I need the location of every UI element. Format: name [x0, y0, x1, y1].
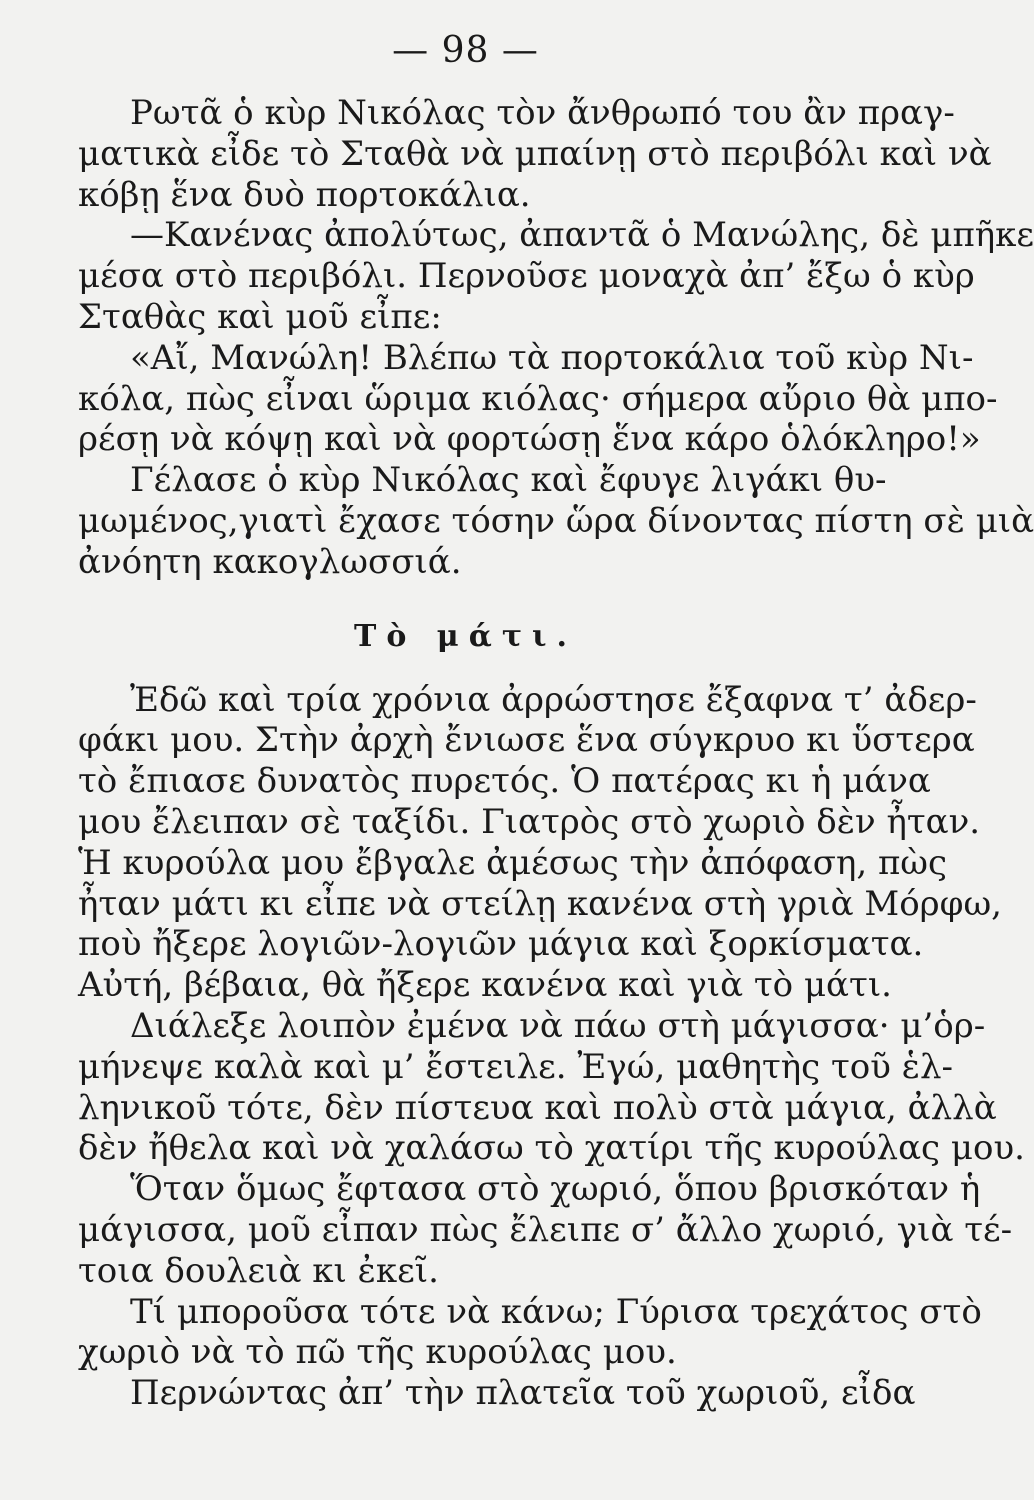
text-line: ληνικοῦ τότε, δὲν πίστευα καὶ πολὺ στὰ μάγια, ἀλλὰ — [78, 1087, 997, 1128]
chapter-heading: Τὸ μάτι. — [354, 618, 577, 654]
text-line: τοια δουλειὰ κι ἐκεῖ. — [78, 1250, 439, 1291]
text-line: μάγισσα, μοῦ εἶπαν πὼς ἔλειπε σ’ ἄλλο χωριό, γιὰ τέ- — [78, 1209, 1013, 1250]
text-line: φάκι μου. Στὴν ἀρχὴ ἔνιωσε ἕνα σύγκρυο κι ὕστερα — [78, 720, 975, 761]
text-line: χωριὸ νὰ τὸ πῶ τῆς κυρούλας μου. — [78, 1332, 677, 1373]
text-line: μωμένος,γιατὶ ἔχασε τόσην ὥρα δίνοντας πίστη σὲ μιὰ — [78, 500, 1034, 541]
paragraph — [78, 679, 1002, 1006]
text-line: τὸ ἔπιασε δυνατὸς πυρετός. Ὁ πατέρας κι ἡ μάνα — [78, 761, 931, 802]
text-line: Ὅταν ὅμως ἔφτασα στὸ χωριό, ὅπου βρισκόταν ἡ — [130, 1169, 981, 1210]
section-1-text — [78, 93, 1034, 583]
text-line: ἦταν μάτι κι εἶπε νὰ στείλῃ κανένα στὴ γριὰ Μόρφω, — [78, 883, 1002, 924]
text-line: Ρωτᾶ ὁ κὺρ Νικόλας τὸν ἄνθρωπό του ἂν πραγ- — [130, 93, 955, 133]
text-line: Τί μποροῦσα τότε νὰ κάνω; Γύρισα τρεχάτος στὸ — [130, 1291, 982, 1332]
text-line: —Κανένας ἀπολύτως, ἀπαντᾶ ὁ Μανώλης, δὲ μπῆκε — [130, 215, 1034, 256]
text-line: «Αἴ, Μανώλη! Βλέπω τὰ πορτοκάλια τοῦ κὺρ Νι- — [130, 337, 974, 378]
paragraph — [78, 337, 998, 460]
section-2-text — [78, 679, 1025, 1414]
text-line: κόβῃ ἕνα δυὸ πορτοκάλια. — [78, 174, 531, 215]
text-line: Ἐδῶ καὶ τρία χρόνια ἀρρώστησε ἔξαφνα τ’ ἀδερ- — [130, 679, 977, 720]
text-line: Γέλασε ὁ κὺρ Νικόλας καὶ ἔφυγε λιγάκι θυ- — [130, 460, 887, 501]
paragraph — [78, 1291, 982, 1374]
text-line: μήνεψε καλὰ καὶ μ’ ἔστειλε. Ἐγώ, μαθητὴς τοῦ ἑλ- — [78, 1046, 954, 1087]
paragraph — [78, 93, 992, 215]
text-line: Διάλεξε λοιπὸν ἐμένα νὰ πάω στὴ μάγισσα· μ’ὁρ- — [130, 1005, 986, 1046]
paragraph — [78, 460, 1034, 582]
text-line: Αὐτή, βέβαια, θὰ ἤξερε κανένα καὶ γιὰ τὸ μάτι. — [78, 965, 892, 1006]
text-line: Περνώντας ἀπ’ τὴν πλατεῖα τοῦ χωριοῦ, εἶδα — [130, 1373, 916, 1414]
paragraph — [78, 215, 1034, 337]
text-line: ματικὰ εἶδε τὸ Σταθὰ νὰ μπαίνῃ στὸ περιβόλι καὶ νὰ — [78, 133, 992, 174]
paragraph — [78, 1005, 1025, 1169]
text-line: κόλα, πὼς εἶναι ὥριμα κιόλας· σήμερα αὔριο θὰ μπο- — [78, 378, 998, 419]
page-number: — 98 — — [392, 30, 539, 71]
paragraph — [78, 1373, 916, 1414]
text-line: Σταθὰς καὶ μοῦ εἶπε: — [78, 296, 442, 337]
text-line: ρέσῃ νὰ κόψῃ καὶ νὰ φορτώσῃ ἕνα κάρο ὁλόκληρο!» — [78, 419, 981, 460]
text-line: Ἡ κυρούλα μου ἔβγαλε ἀμέσως τὴν ἀπόφαση, πὼς — [78, 842, 948, 883]
text-line: μου ἔλειπαν σὲ ταξίδι. Γιατρὸς στὸ χωριὸ δὲν ἦταν. — [78, 801, 981, 842]
text-line: ποὺ ἤξερε λογιῶν-λογιῶν μάγια καὶ ξορκίσματα. — [78, 924, 924, 965]
text-line: μέσα στὸ περιβόλι. Περνοῦσε μοναχὰ ἀπ’ ἔξω ὁ κὺρ — [78, 256, 975, 297]
paragraph — [78, 1169, 1013, 1291]
text-line: δὲν ἤθελα καὶ νὰ χαλάσω τὸ χατίρι τῆς κυρούλας μου. — [78, 1128, 1025, 1169]
text-line: ἀνόητη κακογλωσσιά. — [78, 541, 462, 582]
